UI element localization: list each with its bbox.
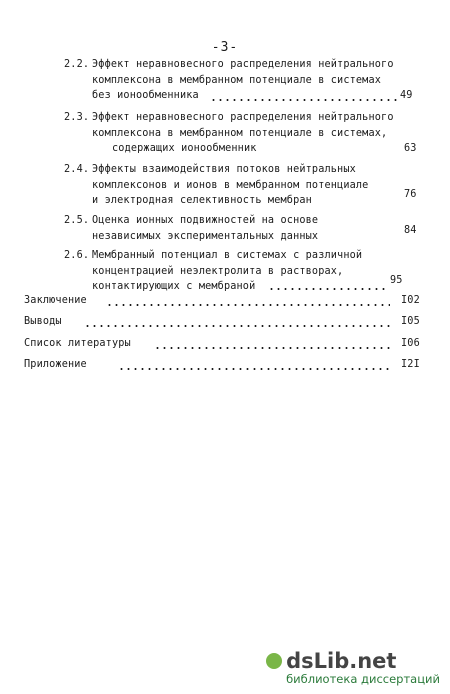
toc-entry-number: 2.5. — [64, 215, 90, 226]
toc-entry-line: комплексона в мембранном потенциале в системах, — [92, 127, 388, 139]
toc-entry-line: без ионообменника — [92, 90, 199, 101]
toc-entry-line: и электродная селективность мембран — [92, 195, 312, 206]
leader-dots — [154, 347, 390, 349]
leader-dots — [106, 304, 390, 306]
toc-entry-line: содержащих ионообменник — [112, 143, 257, 154]
toc-page-number: 63 — [404, 143, 417, 154]
toc-entry-line: Список литературы — [24, 338, 131, 349]
leader-dots — [268, 288, 388, 290]
toc-entry-line: Оценка ионных подвижностей на основе — [92, 215, 319, 226]
watermark-logo — [286, 650, 440, 672]
toc-entry-line: независимых экспериментальных данных — [92, 230, 319, 242]
watermark-logo-tld: .net — [349, 649, 397, 673]
toc-entry-line: Эффект неравновесного распределения нейтрального — [92, 59, 394, 70]
toc-entry-line: Приложение — [24, 359, 87, 370]
toc-entry-line: Эффект неравновесного распределения нейтрального — [92, 112, 394, 123]
toc-page-number: I06 — [401, 338, 420, 349]
toc-entry-number: 2.2. — [64, 59, 90, 70]
watermark-logo-ds: ds — [286, 649, 314, 673]
toc-entry-line: Заключение — [24, 295, 87, 306]
toc-page-number: 84 — [404, 225, 417, 236]
dslib-logo-icon — [266, 653, 282, 669]
toc-entry-number: 2.6. — [64, 250, 90, 261]
toc-entry-line: концентрацией неэлектролита в растворах, — [92, 265, 344, 277]
leader-dots — [118, 368, 390, 370]
page-number: -3- — [211, 40, 239, 55]
leader-dots — [84, 325, 390, 327]
watermark-logo-lib: Lib — [313, 649, 350, 673]
toc-entry-line: Выводы — [24, 316, 62, 327]
toc-entry-number: 2.4. — [64, 164, 90, 175]
leader-dots — [210, 99, 398, 101]
toc-entry-line: комплексонов и ионов в мембранном потенциале — [92, 179, 369, 191]
toc-page-number: 49 — [400, 90, 413, 101]
toc-entry-line: комплексона в мембранном потенциале в системах — [92, 74, 382, 86]
toc-entry-line: Мембранный потенциал в системах с различной — [92, 250, 363, 261]
toc-page-number: 95 — [390, 275, 403, 286]
toc-entry-line: контактирующих с мембраной — [92, 281, 256, 292]
toc-page-number: 76 — [404, 189, 417, 200]
watermark-subtitle: библиотека диссертаций — [286, 672, 440, 686]
toc-page-number: I2I — [401, 359, 420, 370]
toc-page-number: I05 — [401, 316, 420, 327]
toc-entry-number: 2.3. — [64, 112, 90, 123]
toc-entry-line: Эффекты взаимодействия потоков нейтральных — [92, 164, 356, 175]
toc-page-number: I02 — [401, 295, 420, 306]
watermark — [286, 650, 440, 686]
